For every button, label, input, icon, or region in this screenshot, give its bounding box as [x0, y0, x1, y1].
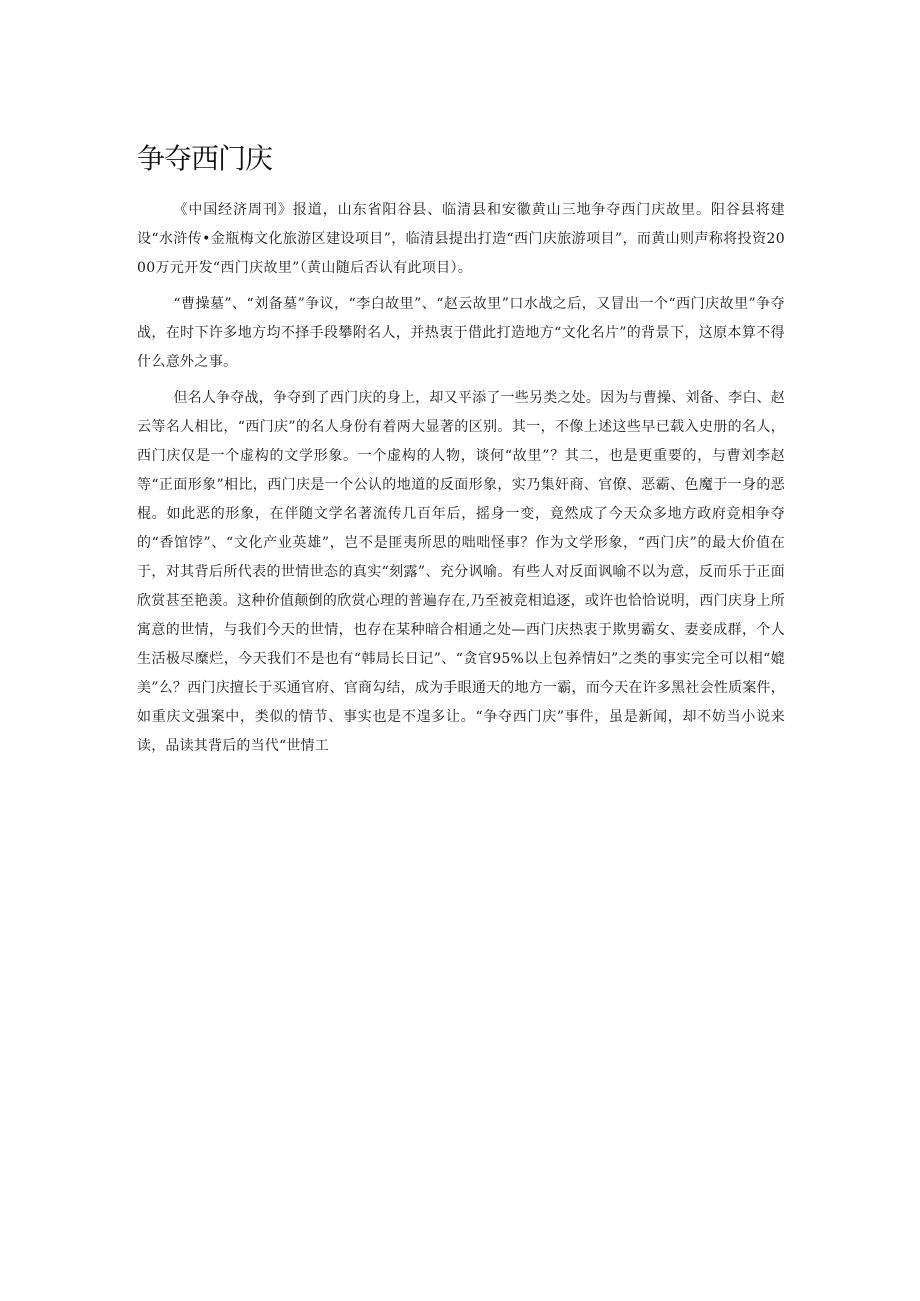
paragraph: 但名人争夺战，争夺到了西门庆的身上，却又平添了一些另类之处。因为与曹操、刘备、李白、赵云等名人相比，“西门庆”的名人身份有着两大显著的区别。其一，不像上述这些早已载入史册的名人，西门庆仅是一个虚构的文学形象。一个虚构的人物，谈何“故里”？其二，也是更重要的，与曹刘李赵等“正面形象”相比，西门庆是一个公认的地道的反面形象，实乃集奸商、官僚、恶霸、色魔于一身的恶棍。如此恶的形象，在伴随文学名著流传几百年后，摇身一变，竟然成了今天众多地方政府竞相争夺的“香馆饽”、“文化产业英雄”，岂不是匪夷所思的咄咄怪事？作为文学形象，“西门庆”的最大价值在于，对其背后所代表的世情世态的真实“刻露”、充分讽喻。有些人对反面讽喻不以为意，反而乐于正面欣赏甚至艳羡。这种价值颠倒的欣赏心理的普遍存在,乃至被竞相追逐，或许也恰恰说明，西门庆身上所寓意的世情，与我们今天的世情，也存在某种暗合相通之处—西门庆热衷于欺男霸女、妻妾成群，个人生活极尽糜烂，今天我们不是也有“韩局长日记”、“贪官95%以上包养情妇”之类的事实完全可以相“媲美”么？西门庆擅长于买通官府、官商勾结，成为手眼通天的地方一霸，而今天在许多黑社会性质案件，如重庆文强案中，类似的情节、事实也是不遑多让。“争夺西门庆”事件，虽是新闻，却不妨当小说来读，品读其背后的当代“世情工 [137, 390, 785, 754]
paragraph: “曹操墓”、“刘备墓”争议，“李白故里”、“赵云故里”口水战之后，又冒出一个“西门庆故里”争夺战，在时下许多地方均不择手段攀附名人，并热衷于借此打造地方“文化名片”的背景下，这原本算不得什么意外之事。 [137, 296, 785, 370]
document-body [137, 196, 785, 768]
document-title: 争夺西门庆 [137, 142, 273, 175]
paragraph: 《中国经济周刊》报道，山东省阳谷县、临清县和安徽黄山三地争夺西门庆故里。阳谷县将建设“水浒传•金瓶梅文化旅游区建设项目”，临清县提出打造“西门庆旅游项目”，而黄山则声称将投资2000万元开发“西门庆故里”（黄山随后否认有此项目）。 [137, 202, 785, 276]
